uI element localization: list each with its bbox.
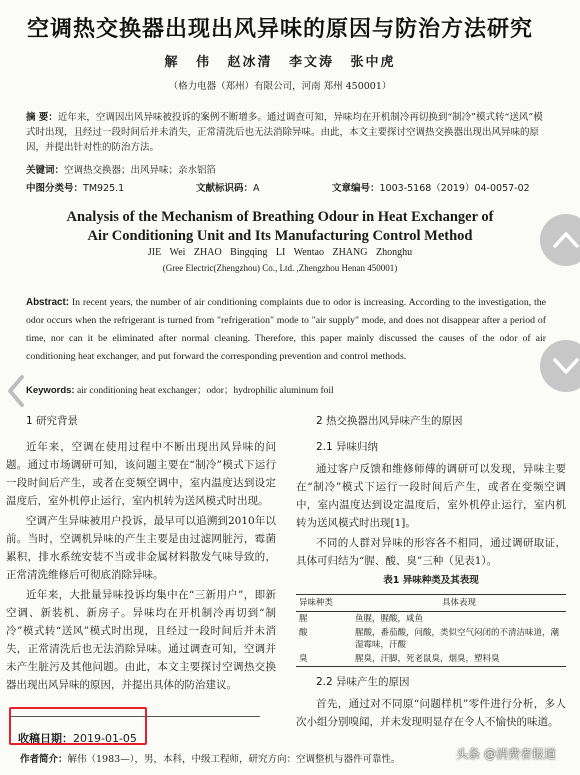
abstract-en-label: Abstract:	[26, 297, 70, 308]
table-row	[296, 652, 566, 667]
abstract-zh-label: 摘 要：	[26, 112, 58, 123]
subsection-heading-2-2: 2.2 异味产生的原因	[316, 676, 410, 688]
table-cell: 酸	[299, 628, 308, 638]
table-row	[296, 612, 566, 627]
table-header-cell: 异味种类	[296, 595, 352, 612]
received-date: 2019-01-05	[73, 732, 137, 745]
red-highlight-box	[9, 707, 147, 745]
source-watermark: 头条 @消费者报道	[456, 747, 556, 761]
keywords-zh-label: 关键词：	[26, 165, 65, 176]
paragraph: 近年来，大批量异味投诉均集中在“三新用户”，即新空调、新装机、新房子。异味均在开机制冷再切到“制冷”模式转“送风”模式时出现，且经过一段时间后并未消失，正常清洗后也无法消除异味。通过调查可知，空调并未产生脏污及其他问题。由此，本文主要探讨空调热交换器出现出风异味的原因，并提出具体的防治建议。	[6, 589, 276, 691]
table-header-cell: 具体表现	[352, 595, 566, 612]
paper-title-en-line2: Air Conditioning Unit and Its Manufacturing Control Method	[87, 228, 473, 244]
abstract-en	[26, 294, 546, 366]
table-cell: 腥臭，汗脚，死老鼠臭，烟臭，塑料臭	[352, 652, 566, 667]
table-header-row	[296, 595, 566, 612]
subsection-heading-2-1: 2.1 异味归纳	[316, 441, 379, 453]
paragraph: 首先，通过对不同原“问题样机”零件进行分析，多人次小组分别嗅闻，并未发现明显存在令人不愉快的味道。	[296, 698, 566, 728]
bio-text: 解伟（1983—），男，本科，中级工程师，研究方向：空调整机与器件可靠性。	[67, 754, 401, 765]
table-caption: 表1 异味种类及其表现	[383, 575, 479, 586]
keywords-en-label: Keywords:	[26, 385, 75, 396]
author-bio	[20, 751, 450, 765]
paper-title-en	[20, 208, 540, 246]
table-cell: 腥	[299, 614, 308, 624]
document-code: 文献标识码：A	[196, 183, 260, 194]
abstract-en-text: In recent years, the number of air conditioning complaints due to odor is increasing. According to the investigation, the odor occurs when the refrigerant is turned from "refrigeration" mode to "air supply" mode, and does not disappear after a period of time, nor can it be eliminated after normal cleaning. Therefore, this paper mainly discussed the causes of the odor of air conditioning heat exchanger, and put forward the corresponding prevention and control methods.	[26, 297, 547, 362]
paper-title-zh: 空调热交换器出现出风异味的原因与防治方法研究	[26, 17, 533, 42]
table-cell: 臭	[296, 652, 352, 667]
chevron-left-icon	[4, 374, 28, 408]
table-row	[296, 626, 566, 652]
paragraph: 通过客户反馈和维修师傅的调研可以发现，异味主要在“制冷”模式下运行一段时间后产生，或者在变频空调中，室内温度达到设定温度后，室外机停止运行，室内机转为送风模式时出现[1]。	[296, 463, 566, 529]
left-column	[6, 412, 276, 696]
keywords-en-text: air conditioning heat exchanger；odor；hydrophilic aluminum foil	[76, 386, 334, 396]
authors-en: JIE Wei ZHAO Bingqing LI Wentao ZHANG Zhonghu	[147, 247, 413, 258]
bio-label: 作者简介：	[20, 754, 68, 765]
authors-zh: 解 伟 赵冰清 李文涛 张中虎	[164, 55, 396, 70]
paragraph: 近年来，空调在使用过程中不断出现出风异味的问题。通过市场调研可知，该问题主要在“制冷”模式下运行一段时间后产生，或者在变频空调中，室内温度达到设定温度后，室外机停止运行，室内机转为送风模式时出现。	[6, 441, 276, 507]
affiliation-en: (Gree Electric(Zhengzhou) Co., Ltd. ,Zhengzhou Henan 450001)	[162, 263, 398, 273]
section-heading-2: 2 热交换器出风异味产生的原因	[316, 415, 463, 427]
received-label: 收稿日期：	[18, 732, 73, 745]
chevron-up-icon	[552, 228, 580, 252]
table-cell: 腥酸，番茄酸，问酸，类似空气闷闭的不清洁味道，潮湿霉味，汗酸	[355, 628, 560, 650]
right-column	[296, 412, 566, 733]
paragraph: 空调产生异味被用户投诉，最早可以追溯到2010年以前。当时，空调机异味的产生主要是由过滤网脏污，霉菌累积，排水系统安装不当或非金属材料散发气味导致的，正常清洗维修后可彻底消除异味。	[6, 515, 276, 581]
odor-table	[296, 594, 566, 667]
paragraph: 不同的人群对异味的形容各不相同，通过调研取证，具体可归结为“腥、酸、臭”三种（见表1）。	[296, 537, 566, 567]
chevron-down-icon	[552, 354, 580, 378]
paper-title-en-line1: Analysis of the Mechanism of Breathing Odour in Heat Exchanger of	[66, 209, 494, 225]
keywords-en	[26, 382, 546, 396]
abstract-zh-text: 近年来，空调因出风异味被投诉的案例不断增多。通过调查可知，异味均在开机制冷再切换到“制冷”模式转“送风”模式时出现，且经过一段时间后并未消失，正常清洗后也无法消除异味。由此，本文主要探讨空调热交换器出现出风异味的原因，并提出针对性的防治方法。	[26, 112, 543, 153]
keywords-zh	[26, 162, 546, 176]
abstract-zh	[26, 110, 546, 155]
section-heading-1: 1 研究背景	[26, 415, 79, 427]
article-number: 文章编号：1003-5168（2019）04-0057-02	[332, 183, 530, 194]
previous-page-button[interactable]	[4, 374, 28, 408]
keywords-zh-text: 空调热交换器；出风异味；亲水铝箔	[64, 165, 217, 176]
table-cell: 鱼腥，腥酸，咸鱼	[355, 614, 424, 624]
affiliation-zh: （格力电器（郑州）有限公司，河南 郑州 450001）	[168, 81, 392, 92]
class-number: 中图分类号：TM925.1	[26, 183, 125, 194]
